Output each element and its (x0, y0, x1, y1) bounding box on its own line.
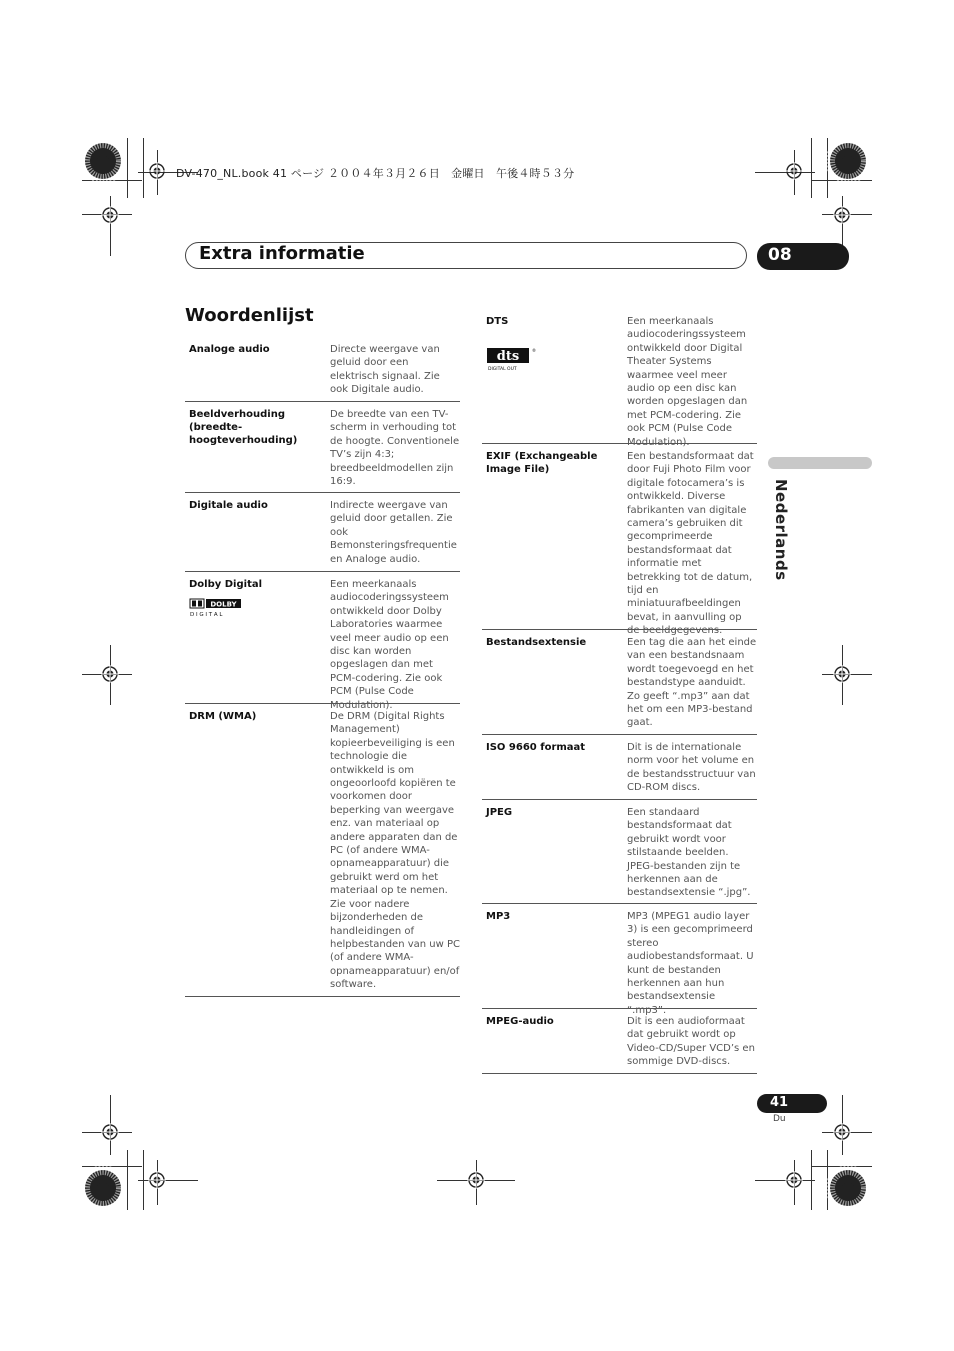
dolby-logo-text: DOLBY (210, 600, 237, 609)
glossary-term: EXIF (Exchangeable Image File) (486, 451, 598, 475)
glossary-entry (482, 630, 757, 735)
glossary-term: Digitale audio (189, 500, 268, 511)
glossary-entry (482, 309, 757, 448)
dolby-logo-subtext: D I G I T A L (190, 612, 223, 618)
language-tab-label: Nederlands (772, 479, 790, 581)
glossary-entry (482, 1009, 757, 1074)
glossary-term: DRM (WMA) (189, 711, 257, 722)
glossary-term: MPEG-audio (486, 1016, 554, 1027)
glossary-entry (185, 704, 460, 997)
chapter-title: Extra informatie (199, 243, 365, 264)
dts-logo (486, 347, 534, 373)
glossary-entry (482, 444, 757, 637)
starburst-icon (829, 142, 867, 180)
glossary-entry (185, 572, 460, 711)
starburst-icon (84, 1169, 122, 1207)
crosshair-icon (101, 665, 119, 683)
crosshair-icon (833, 1123, 851, 1141)
dts-logo-text: dts (496, 349, 520, 364)
print-file-header: DV-470_NL.book 41 ページ ２００４年３月２６日 金曜日 午後４時５３分 (176, 167, 575, 180)
dolby-digital-logo (189, 598, 243, 618)
crosshair-icon (833, 665, 851, 683)
glossary-entry (482, 904, 757, 1016)
crosshair-icon (785, 1171, 803, 1189)
glossary-entry (482, 735, 757, 800)
glossary-entry (185, 337, 460, 402)
glossary-term: DTS (486, 316, 509, 327)
crosshair-icon (833, 206, 851, 224)
glossary-term: Beeldverhouding (breedte-hoogteverhouding) (189, 409, 298, 446)
glossary-definition: Indirecte weergave van geluid door getallen. Zie ook Bemonsteringsfrequentie en Analoge audio. (330, 500, 457, 565)
glossary-definition: Een meerkanaals audiocoderingssysteem ontwikkeld door Digital Theater Systems waarmee veel meer audio op een disc kan worden opgeslagen dan met PCM-codering. Zie ook PCM (Pulse Code Modulation). (627, 316, 748, 448)
glossary-definition: Directe weergave van geluid door een elektrisch signaal. Zie ook Digitale audio. (330, 344, 440, 396)
glossary-definition: Een bestandsformaat dat door Fuji Photo Film voor digitale fotocamera’s is ontwikkeld. Diverse fabrikanten van digitale camera’s gebruiken dit gecomprimeerde bestandsformaat dat informatie met betrekking tot de datum, tijd en miniatuurafbeeldingen bevat, in aanvulling op de beeldgegevens. (627, 451, 754, 637)
glossary-entry (185, 493, 460, 572)
dts-logo-subtext: DIGITAL OUT (488, 367, 517, 372)
glossary-definition: Dit is een audioformaat dat gebruikt wordt op Video-CD/Super VCD’s en sommige DVD-discs. (627, 1016, 755, 1068)
crosshair-icon (148, 162, 166, 180)
crosshair-icon (101, 206, 119, 224)
glossary-definition: Een standaard bestandsformaat dat gebruikt wordt voor stilstaande beelden. JPEG-bestanden zijn te herkennen aan de bestandsextensie “.jpg”. (627, 807, 751, 899)
glossary-definition: MP3 (MPEG1 audio layer 3) is een gecomprimeerd stereo audiobestandsformaat. U kunt de bestanden herkennen aan hun bestandsextensie “.mp3”. (627, 911, 754, 1016)
glossary-term: Analoge audio (189, 344, 270, 355)
glossary-entry (482, 800, 757, 904)
glossary-definition: Een tag die aan het einde van een bestandsnaam wordt toegevoegd en het bestandstype aanduidt. Zo geeft “.mp3” aan dat het om een MP3-bestand gaat. (627, 637, 757, 729)
page-number: 41 (770, 1095, 789, 1110)
glossary-entry (185, 402, 460, 493)
glossary-definition: Dit is de internationale norm voor het volume en de bestandsstructuur van CD-ROM discs. (627, 742, 756, 794)
glossary-term: Dolby Digital (189, 579, 263, 590)
glossary-definition: De DRM (Digital Rights Management) kopieerbeveiliging is een technologie die ontwikkeld is om ongeoorloofd kopiëren te voorkomen door beperking van weergave enz. van materiaal op andere apparaten dan de PC (of andere WMA-opnameapparatuur) die gebruikt werd om het materiaal op te nemen. Zie voor nadere bijzonderheden de handleidingen of helpbestanden van uw PC (of andere WMA-opnameapparatuur) en/of software. (330, 711, 460, 991)
page-language-code: Du (773, 1114, 786, 1124)
glossary-term: Bestandsextensie (486, 637, 587, 648)
starburst-icon (829, 1169, 867, 1207)
starburst-icon (84, 142, 122, 180)
crosshair-icon (148, 1171, 166, 1189)
section-title: Woordenlijst (185, 305, 314, 326)
crosshair-icon (785, 162, 803, 180)
glossary-definition: De breedte van een TV-scherm in verhouding tot de hoogte. Conventionele TV’s zijn 4:3; breedbeeldmodellen zijn 16:9. (330, 409, 460, 488)
glossary-term: MP3 (486, 911, 511, 922)
glossary-term: JPEG (486, 807, 513, 818)
glossary-right-column (482, 309, 757, 1074)
glossary-left-column (185, 337, 460, 997)
glossary-definition: Een meerkanaals audiocoderingssysteem ontwikkeld door Dolby Laboratories waarmee veel meer audio op een disc kan worden opgeslagen dan met PCM-codering. Zie ook PCM (Pulse Code Modulation). (330, 579, 449, 711)
page-number-badge (757, 1094, 827, 1113)
language-tab (768, 457, 872, 469)
svg-text:®: ® (532, 348, 536, 353)
glossary-term: ISO 9660 formaat (486, 742, 586, 753)
crosshair-icon (467, 1171, 485, 1189)
chapter-number: 08 (768, 245, 792, 265)
crosshair-icon (101, 1123, 119, 1141)
